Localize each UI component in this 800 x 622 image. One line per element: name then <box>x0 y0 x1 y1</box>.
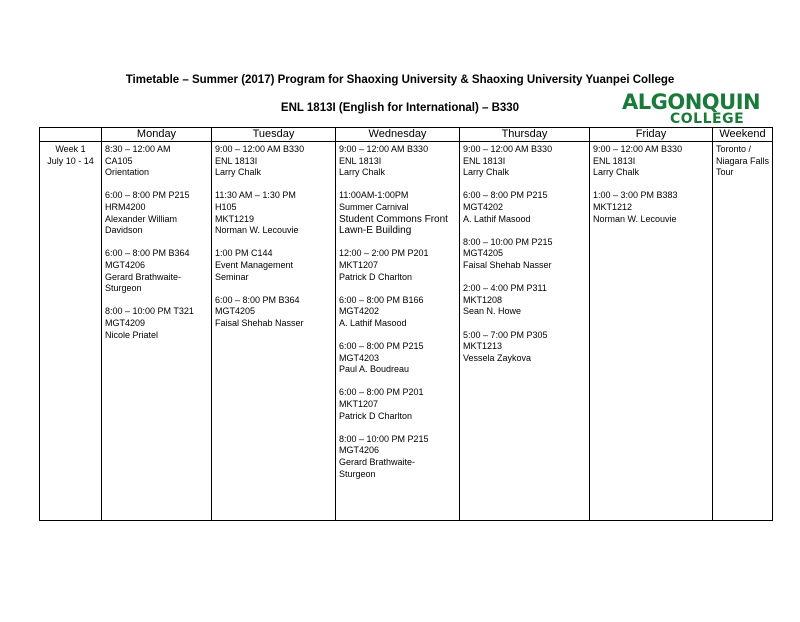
event-line: Summer Carnival <box>339 201 409 212</box>
header-friday: Friday <box>590 128 713 142</box>
wednesday-event <box>339 387 457 422</box>
event-line: Norman W. Lecouvie <box>215 225 299 236</box>
event-line: ENL 1813I <box>215 155 258 166</box>
wednesday-event <box>339 248 457 283</box>
event-spacer <box>215 179 333 191</box>
event-line: Sturgeon <box>339 468 376 479</box>
monday-event <box>105 190 209 236</box>
event-line: Seminar <box>215 271 249 282</box>
header-thursday: Thursday <box>460 128 590 142</box>
header-tuesday: Tuesday <box>212 128 336 142</box>
event-line: Orientation <box>105 167 150 178</box>
weekend-cell <box>713 142 773 521</box>
event-line: 5:00 – 7:00 PM P305 <box>463 329 548 340</box>
event-line: 6:00 – 8:00 PM P215 <box>105 190 190 201</box>
event-line: Nicole Priatel <box>105 329 159 340</box>
wednesday-event <box>339 341 457 376</box>
event-line: MGT4205 <box>463 248 504 259</box>
event-spacer <box>105 179 209 191</box>
monday-event <box>105 144 209 179</box>
event-line: Student Commons Front <box>339 213 448 225</box>
week-dates: July 10 - 14 <box>47 155 94 166</box>
event-spacer <box>463 225 587 237</box>
event-line: MGT4202 <box>339 306 380 317</box>
course-subtitle: ENL 1813I (English for International) – B330 <box>280 102 520 114</box>
event-line: 6:00 – 8:00 PM P201 <box>339 387 424 398</box>
event-line: 9:00 – 12:00 AM B330 <box>593 144 683 154</box>
event-line: 6:00 – 8:00 PM B364 <box>215 294 300 305</box>
event-line: 6:00 – 8:00 PM B364 <box>105 248 190 259</box>
event-line: 11:30 AM – 1:30 PM <box>215 190 296 201</box>
event-line: Alexander William <box>105 213 178 224</box>
header-weekend: Weekend <box>713 128 773 142</box>
friday-event <box>593 190 710 225</box>
event-line: Larry Chalk <box>463 167 510 178</box>
header-row <box>40 128 773 142</box>
event-spacer <box>339 179 457 191</box>
event-line: Sean N. Howe <box>463 306 522 317</box>
week-1-row <box>40 142 773 521</box>
timetable <box>39 127 773 521</box>
event-line: Larry Chalk <box>339 167 386 178</box>
event-line: ENL 1813I <box>339 155 382 166</box>
header-week <box>40 128 102 142</box>
friday-event <box>593 144 710 179</box>
tuesday-event <box>215 190 333 236</box>
event-line: Sturgeon <box>105 283 142 294</box>
event-line: 9:00 – 12:00 AM B330 <box>463 144 553 154</box>
event-spacer <box>593 179 710 191</box>
event-line: MGT4209 <box>105 317 146 328</box>
event-line: Lawn-E Building <box>339 225 412 237</box>
event-line: ENL 1813I <box>593 155 636 166</box>
event-line: Norman W. Lecouvie <box>593 213 677 224</box>
tuesday-cell <box>212 142 336 521</box>
weekend-event <box>716 144 770 179</box>
logo-line-1: ALGONQUIN <box>622 90 761 114</box>
event-line: 1:00 PM C144 <box>215 248 273 259</box>
thursday-event <box>463 330 587 365</box>
event-line: A. Lathif Masood <box>463 213 531 224</box>
event-line: Vessela Zaykova <box>463 352 532 363</box>
event-line: Larry Chalk <box>215 167 262 178</box>
wednesday-event <box>339 434 457 480</box>
tuesday-event <box>215 144 333 179</box>
event-line: 6:00 – 8:00 PM B166 <box>339 294 424 305</box>
event-line: Event Management <box>215 259 294 270</box>
event-spacer <box>339 376 457 388</box>
event-line: 8:00 – 10:00 PM P215 <box>463 236 553 247</box>
event-line: MGT4206 <box>105 259 146 270</box>
event-line: Paul A. Boudreau <box>339 364 410 375</box>
thursday-event <box>463 237 587 272</box>
tuesday-event <box>215 295 333 330</box>
event-line: 6:00 – 8:00 PM P215 <box>463 190 548 201</box>
wednesday-event <box>339 190 457 236</box>
event-spacer <box>463 272 587 284</box>
event-line: 8:00 – 10:00 PM T321 <box>105 306 194 317</box>
event-spacer <box>215 283 333 295</box>
event-line: 8:00 – 10:00 PM P215 <box>339 433 429 444</box>
wednesday-cell <box>336 142 460 521</box>
event-line: Faisal Shehab Nasser <box>215 317 304 328</box>
event-line: Larry Chalk <box>593 167 640 178</box>
monday-event <box>105 306 209 341</box>
logo-line-2: COLLEGE <box>670 111 745 127</box>
event-line: CA105 <box>105 155 133 166</box>
friday-cell <box>590 142 713 521</box>
event-line: MKT1207 <box>339 259 379 270</box>
event-line: Tour <box>716 167 734 178</box>
event-line: MKT1208 <box>463 294 503 305</box>
event-line: H105 <box>215 201 237 212</box>
event-line: 11:00AM-1:00PM <box>339 190 409 201</box>
event-line: 9:00 – 12:00 AM B330 <box>339 144 429 154</box>
week-cell <box>40 142 102 521</box>
thursday-event <box>463 283 587 318</box>
monday-event <box>105 248 209 294</box>
wednesday-event <box>339 144 457 179</box>
event-line: 8:30 – 12:00 AM <box>105 144 171 154</box>
event-line: Patrick D Charlton <box>339 410 413 421</box>
event-line: 6:00 – 8:00 PM P215 <box>339 341 424 352</box>
event-line: Faisal Shehab Nasser <box>463 259 552 270</box>
event-spacer <box>105 295 209 307</box>
event-line: Gerard Brathwaite- <box>105 271 182 282</box>
thursday-event <box>463 190 587 225</box>
event-line: A. Lathif Masood <box>339 317 407 328</box>
event-spacer <box>463 179 587 191</box>
event-line: 9:00 – 12:00 AM B330 <box>215 144 305 154</box>
event-line: MGT4206 <box>339 445 380 456</box>
algonquin-college-logo <box>622 92 762 126</box>
week-label: Week 1 <box>55 144 86 154</box>
event-spacer <box>339 422 457 434</box>
header-monday: Monday <box>102 128 212 142</box>
event-line: MKT1212 <box>593 201 633 212</box>
thursday-event <box>463 144 587 179</box>
document-title: Timetable – Summer (2017) Program for Shaoxing University & Shaoxing University Yuanpei College <box>125 74 675 86</box>
event-line: 1:00 – 3:00 PM B383 <box>593 190 678 201</box>
event-line: HRM4200 <box>105 201 146 212</box>
tuesday-event <box>215 248 333 283</box>
event-line: MGT4205 <box>215 306 256 317</box>
event-line: MKT1219 <box>215 213 255 224</box>
event-spacer <box>463 318 587 330</box>
event-line: Toronto / <box>716 144 752 154</box>
event-line: Niagara Falls <box>716 155 770 166</box>
event-line: Davidson <box>105 225 143 236</box>
event-spacer <box>339 283 457 295</box>
event-line: 12:00 – 2:00 PM P201 <box>339 248 429 259</box>
event-line: ENL 1813I <box>463 155 506 166</box>
wednesday-event <box>339 295 457 330</box>
event-spacer <box>339 237 457 249</box>
event-line: 2:00 – 4:00 PM P311 <box>463 283 547 294</box>
event-line: MKT1213 <box>463 341 503 352</box>
event-line: MKT1207 <box>339 399 379 410</box>
event-spacer <box>215 237 333 249</box>
event-line: MGT4203 <box>339 352 380 363</box>
event-line: Patrick D Charlton <box>339 271 413 282</box>
event-line: Gerard Brathwaite- <box>339 457 416 468</box>
event-line: MGT4202 <box>463 201 504 212</box>
event-spacer <box>105 237 209 249</box>
event-spacer <box>339 330 457 342</box>
header-wednesday: Wednesday <box>336 128 460 142</box>
monday-cell <box>102 142 212 521</box>
thursday-cell <box>460 142 590 521</box>
